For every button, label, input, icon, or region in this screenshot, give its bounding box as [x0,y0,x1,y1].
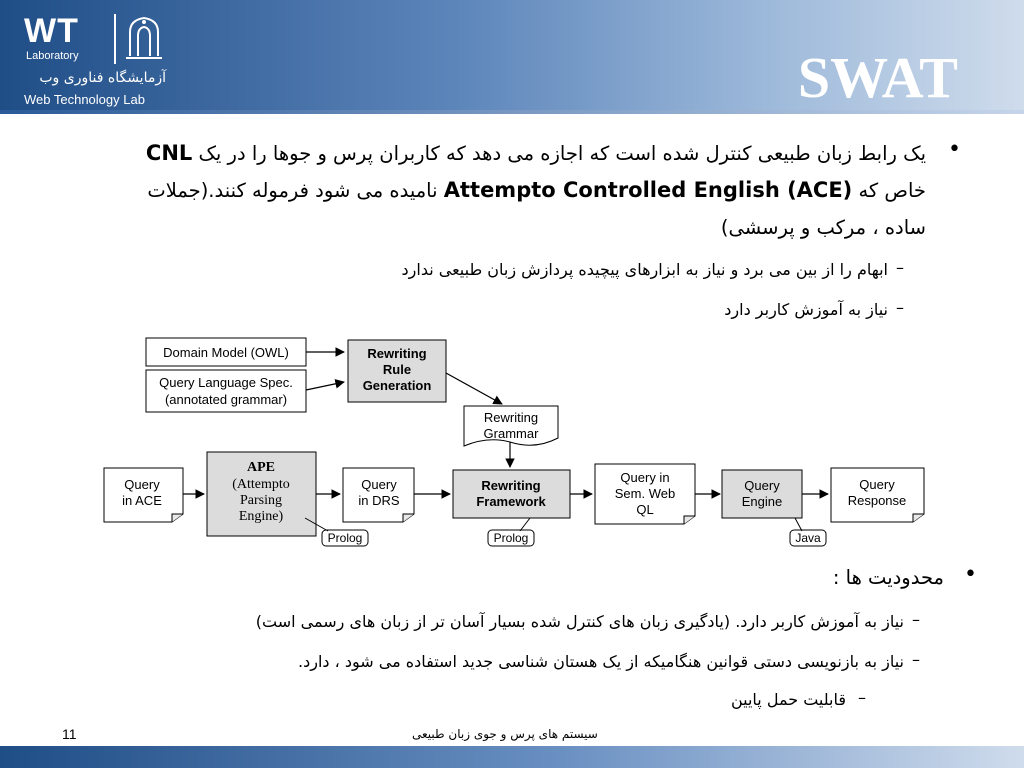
box-rewriting-rule-generation [348,340,446,402]
box-ape [207,452,316,536]
tag-java-label: Java [795,531,821,545]
tag-prolog-framework-pointer [520,518,530,531]
box-query-response [831,468,924,522]
footer-title: سیستم های پرس و جوی زبان طبیعی [412,727,598,741]
limitation-item-2: نیاز به بازنویسی دستی قوانین هنگامیکه از یک هستان شناسی جدید استفاده می شود ، دارد. [298,652,904,671]
tag-java [790,530,826,546]
box-qace-line-1: Query [124,477,160,492]
box-rrg-line-2: Rule [382,362,412,377]
box-rg-line-1: Rewriting [483,410,539,425]
box-qsw-line-1: Query in [620,470,670,485]
wt-lab-logo [10,6,170,107]
sub-item-1-1: ابهام را از بین می برد و نیاز به ابزارهای پیچیده پردازش زبان طبیعی ندارد [401,260,888,279]
box-rg-line-2: Grammar [483,426,539,441]
dash-1-2: – [896,298,904,317]
bullet-1-line-2 [66,172,926,209]
box-qr-line-1: Query [859,477,895,492]
box-qdrs-line-2: in DRS [358,493,400,508]
bullet-1-line-2-post: نامیده می شود فرموله کنند.(جملات [147,179,444,202]
slide-header [0,0,1024,110]
tag-prolog-framework-label: Prolog [493,531,529,545]
logo-laboratory-text: Laboratory [26,50,79,62]
logo-wt-text: WT [24,12,79,50]
box-qace-line-2: in ACE [122,493,162,508]
page-number: 11 [62,726,77,742]
box-query-language-spec-line-1: Query Language Spec. [159,375,293,390]
tag-java-pointer [795,518,802,531]
box-rewriting-grammar [464,406,558,446]
box-ape-line-2: (Attempto [232,477,290,492]
ace-term: Attempto Controlled English (ACE) [443,178,853,202]
box-domain-model-label: Domain Model (OWL) [163,345,289,360]
bullet-dot-1: • [948,137,961,162]
dash-2-3: – [858,688,866,707]
box-rrg-line-3: Generation [362,378,432,393]
box-rf-line-1: Rewriting [481,478,541,493]
limitation-item-1: نیاز به آموزش کاربر دارد. (یادگیری زبان های کنترل شده بسیار آسان تر از زبان های رسمی است) [255,612,904,631]
box-qe-line-1: Query [744,478,780,493]
box-qsw-line-2: Sem. Web [614,486,676,501]
header-rule [0,110,1024,114]
swat-architecture-diagram [90,328,937,552]
bullet-1-line-2-pre: خاص که [852,179,926,202]
tag-prolog-ape [322,530,368,546]
logo-english-name: Web Technology Lab [24,92,145,107]
box-rrg-line-1: Rewriting [367,346,427,361]
box-ape-line-3: Parsing [240,493,282,508]
bullet-1-line-1 [66,135,926,172]
footer-bar [0,746,1024,768]
sub-item-1-2: نیاز به آموزش کاربر دارد [724,300,888,319]
box-ape-line-1: APE [247,460,275,475]
tag-prolog-ape-label: Prolog [327,531,363,545]
box-ape-line-4: Engine) [238,509,284,524]
box-qdrs-line-1: Query [361,477,397,492]
dash-2-1: – [912,610,920,629]
dash-1-1: – [896,258,904,277]
bullet-dot-2: • [964,562,977,587]
box-rewriting-framework [453,470,570,518]
box-query-language-spec-line-2: (annotated grammar) [164,392,288,407]
box-query-language-spec [146,370,306,412]
slide-title: SWAT [797,45,958,110]
box-query-in-sem-web-ql [595,464,695,524]
diagram-svg [90,328,937,552]
cnl-term: CNL [145,141,193,165]
bullet-1-line-1-text: یک رابط زبان طبیعی کنترل شده است که اجازه می دهد که کاربران پرس و جوها را در یک [192,142,926,165]
dash-2-2: – [912,650,920,669]
box-query-engine [722,470,802,518]
arrow-rrg-to-grammar [446,373,502,404]
logo-persian-name: آزمایشگاه فناوری وب [39,70,166,86]
limitations-heading: محدودیت ها : [832,566,944,589]
tag-prolog-framework [488,530,534,546]
box-domain-model [146,338,306,366]
box-query-in-ace [104,468,183,522]
university-emblem-icon [120,12,168,64]
bullet-1-text [66,135,926,246]
limitation-subitem-portability: قابلیت حمل پایین [730,690,846,709]
box-qsw-line-3: QL [636,502,654,517]
box-rf-line-2: Framework [476,494,546,509]
box-query-in-drs [343,468,414,522]
bullet-1-line-3: ساده ، مرکب و پرسشی) [720,216,926,239]
arrow-qlspec-to-rrg [306,382,344,390]
box-qr-line-2: Response [847,493,907,508]
box-qe-line-2: Engine [741,494,783,509]
logo-divider [114,14,116,64]
